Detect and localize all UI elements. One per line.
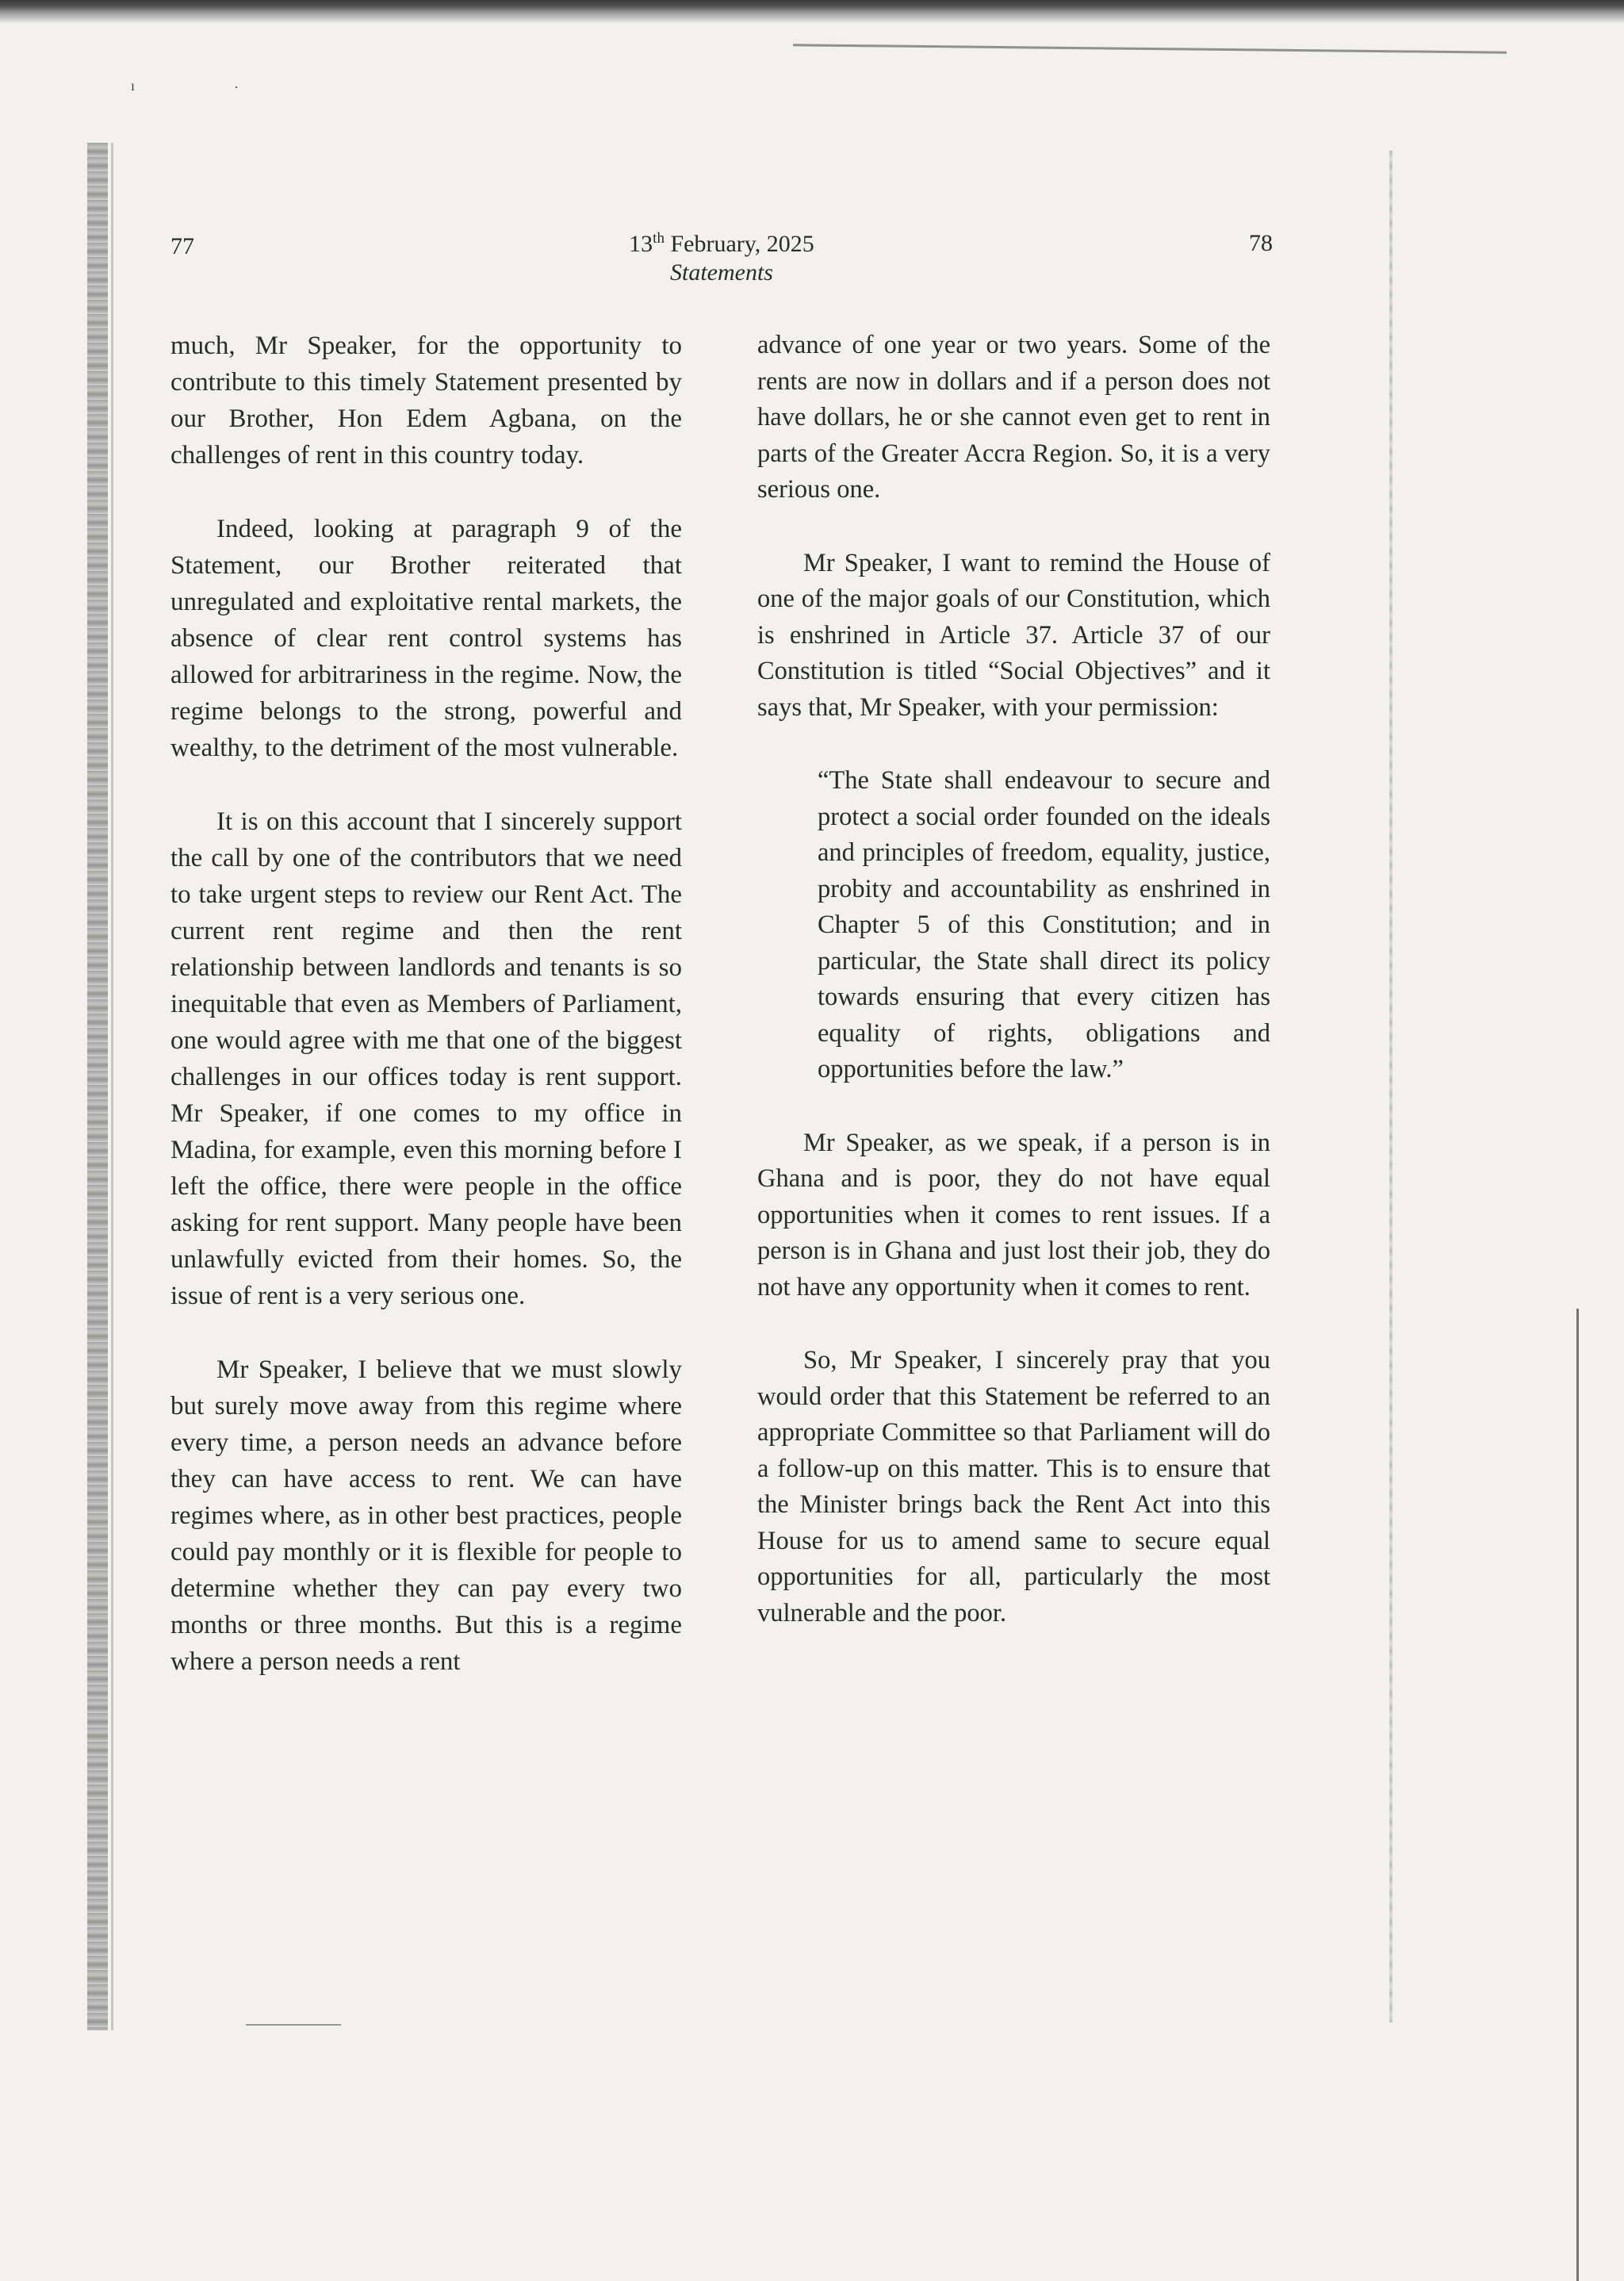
page-right-edge <box>1389 151 1392 2022</box>
page-number-right: 78 <box>1249 230 1273 256</box>
page-header <box>170 230 1273 301</box>
left-column <box>170 328 682 1680</box>
paragraph: advance of one year or two years. Some of the rents are now in dollars and if a person does not have dollars, he or she cannot even get to rent in parts of the Greater Accra Region. So, it is a very serious one. <box>757 331 1270 504</box>
paragraph: much, Mr Speaker, for the opportunity to contribute to this timely Statement presented by our Brother, Hon Edem Agbana, on the challenges of rent in this country today. <box>170 332 682 470</box>
paragraph: It is on this account that I sincerely support the call by one of the contributors that we need to take urgent steps to review our Rent Act. The current rent regime and then the rent relationship between landlords and tenants is so inequitable that even as Members of Parliament, one would agree with me that one of the biggest challenges in our offices today is rent support. Mr Speaker, if one comes to my office in Madina, for example, even this morning before I left the office, there were people in the office asking for rent support. Many people have been unlawfully evicted from their homes. So, the issue of rent is a very serious one. <box>170 807 682 1310</box>
paragraph: Mr Speaker, I want to remind the House of one of the major goals of our Constitution, which is enshrined in Article 37. Article 37 of our Constitution is titled “Social Objectives” and it says that, Mr Speaker, with your permission: <box>757 548 1270 722</box>
paragraph: Mr Speaker, I believe that we must slowly but surely move away from this regime where every time, a person needs an advance before they can have access to rent. We can have regimes where, as in other best practices, people could pay monthly or it is flexible for people to determine whether they can pay every two months or three months. But this is a regime where a person needs a rent <box>170 1355 682 1676</box>
header-center <box>170 230 1273 287</box>
date-day: 13 <box>629 231 653 257</box>
scan-right-line <box>1576 1309 1579 2281</box>
section-title: Statements <box>670 259 773 286</box>
page-number-left: 77 <box>170 233 194 259</box>
scan-bottom-mark <box>246 2024 341 2026</box>
binding-spine-edge <box>111 143 113 2030</box>
stray-mark: ı <box>131 78 136 94</box>
paragraph: Mr Speaker, as we speak, if a person is in Ghana and is poor, they do not have equal opportunities when it comes to rent issues. If a person is in Ghana and just lost their job, they do not have any opportunity when it comes to rent. <box>757 1128 1270 1302</box>
date-suffix: th <box>653 230 665 247</box>
binding-spine <box>87 143 108 2030</box>
constitution-quote: “The State shall endeavour to secure and protect a social order founded on the ideals and principles of freedom, equality, justice, probity and accountability as enshrined in Chapter 5 of this Constitution; and in particular, the State shall direct its policy towards ensuring that every citizen has equality of rights, obligations and opportunities before the law.” <box>818 766 1270 1083</box>
scan-edge-line <box>793 44 1507 53</box>
right-column <box>757 328 1270 1631</box>
sitting-date <box>170 230 1273 259</box>
paragraph: So, Mr Speaker, I sincerely pray that you would order that this Statement be referred to an appropriate Committee so that Parliament will do a follow-up on this matter. This is to ensure that the Minister brings back the Rent Act into this House for us to amend same to secure equal opportunities for all, particularly the most vulnerable and the poor. <box>757 1346 1270 1627</box>
date-rest: February, 2025 <box>664 231 814 257</box>
paragraph: Indeed, looking at paragraph 9 of the Statement, our Brother reiterated that unregulated and exploitative rental markets, the absence of clear rent control systems has allowed for arbitrariness in the regime. Now, the regime belongs to the strong, powerful and wealthy, to the detriment of the most vulnerable. <box>170 515 682 762</box>
scan-top-shadow <box>0 0 1624 24</box>
stray-mark: · <box>234 79 239 95</box>
